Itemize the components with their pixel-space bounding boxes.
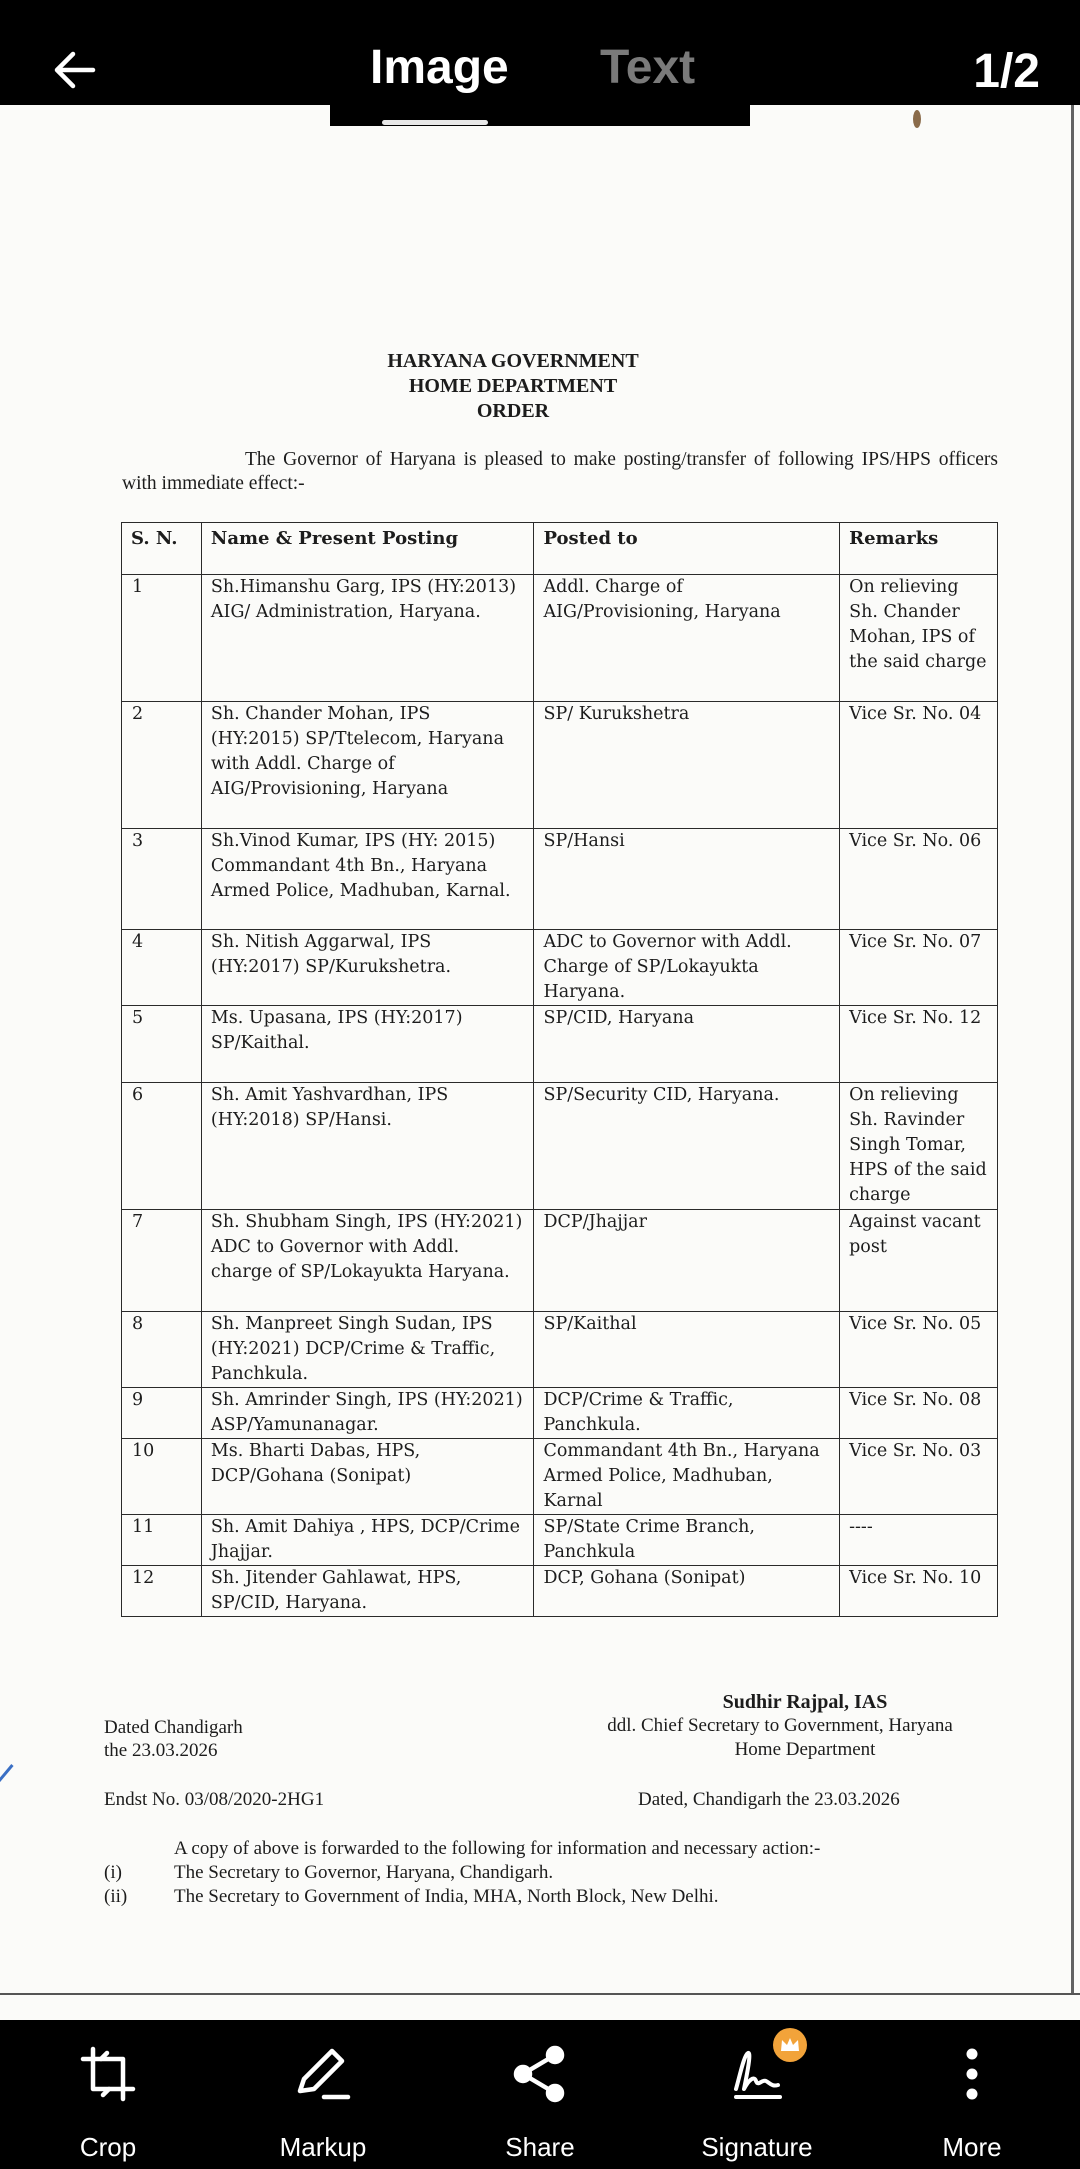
cell-posted-to: SP/ Kurukshetra — [534, 702, 840, 829]
cell-serial-number: 2 — [122, 702, 202, 829]
table-row — [122, 1388, 998, 1439]
crop-icon — [76, 2042, 140, 2106]
table-row — [122, 930, 998, 1006]
cell-name-posting: Sh. Amit Yashvardhan, IPS (HY:2018) SP/Hansi. — [201, 1083, 534, 1210]
signatory-designation: ddl. Chief Secretary to Government, Haryana — [607, 1715, 953, 1736]
cell-remarks: Vice Sr. No. 05 — [840, 1312, 998, 1388]
cell-remarks: Vice Sr. No. 12 — [840, 1006, 998, 1083]
column-header-name: Name & Present Posting — [201, 523, 534, 575]
premium-crown-icon — [773, 2028, 807, 2062]
signature-button[interactable] — [657, 2020, 857, 2169]
scan-speck — [913, 110, 921, 128]
pen-icon — [291, 2042, 355, 2106]
cell-serial-number: 6 — [122, 1083, 202, 1210]
signature-label: Signature — [701, 2132, 813, 2162]
crop-button[interactable] — [8, 2020, 208, 2169]
page-bottom-edge — [0, 1993, 1080, 1995]
cell-serial-number: 5 — [122, 1006, 202, 1083]
cell-remarks: Vice Sr. No. 03 — [840, 1439, 998, 1515]
endorsement-number: Endst No. 03/08/2020-2HG1 — [104, 1789, 325, 1810]
more-button[interactable] — [872, 2020, 1072, 2169]
cell-name-posting: Sh. Jitender Gahlawat, HPS, SP/CID, Haryana. — [201, 1566, 534, 1617]
markup-button[interactable] — [223, 2020, 423, 2169]
share-button[interactable] — [440, 2020, 640, 2169]
share-label: Share — [505, 2132, 575, 2162]
cell-remarks: Vice Sr. No. 04 — [840, 702, 998, 829]
crop-label: Crop — [79, 2132, 137, 2162]
table-row — [122, 1566, 998, 1617]
share-icon — [508, 2042, 572, 2106]
cell-name-posting: Sh. Amit Dahiya , HPS, DCP/Crime Jhajjar. — [201, 1515, 534, 1566]
copy-item-number: (ii) — [104, 1886, 128, 1907]
postings-table — [121, 522, 998, 1617]
page-counter: 1/2 — [973, 45, 1040, 98]
table-row — [122, 1083, 998, 1210]
cell-posted-to: DCP/Jhajjar — [534, 1210, 840, 1312]
cell-serial-number: 8 — [122, 1312, 202, 1388]
cell-remarks: Vice Sr. No. 08 — [840, 1388, 998, 1439]
cell-posted-to: SP/Kaithal — [534, 1312, 840, 1388]
cell-name-posting: Sh. Nitish Aggarwal, IPS (HY:2017) SP/Kurukshetra. — [201, 930, 534, 1006]
bottom-toolbar — [0, 2020, 1080, 2169]
cell-remarks: Vice Sr. No. 10 — [840, 1566, 998, 1617]
cell-serial-number: 3 — [122, 829, 202, 930]
cell-posted-to: SP/State Crime Branch, Panchkula — [534, 1515, 840, 1566]
copy-item-text: The Secretary to Government of India, MHA, North Block, New Delhi. — [174, 1886, 719, 1907]
cell-name-posting: Sh.Vinod Kumar, IPS (HY: 2015) Commandant 4th Bn., Haryana Armed Police, Madhuban, Karnal. — [201, 829, 534, 930]
document-image — [0, 105, 1080, 2020]
cell-name-posting: Sh. Manpreet Singh Sudan, IPS (HY:2021) DCP/Crime & Traffic, Panchkula. — [201, 1312, 534, 1388]
cell-name-posting: Sh. Chander Mohan, IPS (HY:2015) SP/Ttelecom, Haryana with Addl. Charge of AIG/Provisioning, Haryana — [201, 702, 534, 829]
cell-posted-to: Commandant 4th Bn., Haryana Armed Police, Madhuban, Karnal — [534, 1439, 840, 1515]
cell-serial-number: 11 — [122, 1515, 202, 1566]
heading-department: HOME DEPARTMENT — [408, 375, 618, 397]
markup-label: Markup — [279, 2132, 367, 2162]
tab-image[interactable]: Image — [370, 41, 509, 94]
table-row — [122, 1006, 998, 1083]
cell-serial-number: 7 — [122, 1210, 202, 1312]
back-button[interactable] — [44, 40, 104, 100]
table-row — [122, 1210, 998, 1312]
heading-government: HARYANA GOVERNMENT — [387, 350, 639, 372]
column-header-sn: S. N. — [122, 523, 202, 575]
cell-remarks: On relieving Sh. Chander Mohan, IPS of the said charge — [840, 575, 998, 702]
cell-serial-number: 1 — [122, 575, 202, 702]
cell-posted-to: Addl. Charge of AIG/Provisioning, Haryana — [534, 575, 840, 702]
table-row — [122, 575, 998, 702]
table-row — [122, 1439, 998, 1515]
cell-posted-to: DCP, Gohana (Sonipat) — [534, 1566, 840, 1617]
cell-remarks: Vice Sr. No. 06 — [840, 829, 998, 930]
table-row — [122, 1515, 998, 1566]
copy-forward-intro: A copy of above is forwarded to the following for information and necessary action:- — [174, 1838, 821, 1859]
cell-posted-to: SP/Hansi — [534, 829, 840, 930]
table-row — [122, 702, 998, 829]
cell-name-posting: Sh.Himanshu Garg, IPS (HY:2013) AIG/ Administration, Haryana. — [201, 575, 534, 702]
pen-mark — [0, 1764, 22, 1796]
table-row — [122, 1312, 998, 1388]
view-tabs — [330, 0, 750, 126]
order-intro: The Governor of Haryana is pleased to make posting/transfer of following IPS/HPS officers with immediate effect:- — [122, 449, 998, 494]
more-vertical-icon — [940, 2042, 1004, 2106]
arrow-left-icon — [51, 50, 97, 90]
cell-serial-number: 4 — [122, 930, 202, 1006]
column-header-posted: Posted to — [534, 523, 840, 575]
heading-order: ORDER — [476, 400, 550, 422]
active-tab-indicator — [382, 120, 488, 125]
cell-serial-number: 9 — [122, 1388, 202, 1439]
cell-name-posting: Sh. Amrinder Singh, IPS (HY:2021) ASP/Yamunanagar. — [201, 1388, 534, 1439]
cell-name-posting: Ms. Bharti Dabas, HPS, DCP/Gohana (Sonipat) — [201, 1439, 534, 1515]
tab-text[interactable]: Text — [600, 41, 696, 94]
cell-remarks: On relieving Sh. Ravinder Singh Tomar, HPS of the said charge — [840, 1083, 998, 1210]
more-label: More — [942, 2132, 1002, 2162]
endorsement-date: Dated, Chandigarh the 23.03.2026 — [638, 1789, 900, 1810]
column-header-remarks: Remarks — [840, 523, 998, 575]
dated-date: the 23.03.2026 — [104, 1740, 218, 1761]
signatory-name: Sudhir Rajpal, IAS — [722, 1691, 888, 1713]
cell-posted-to: SP/CID, Haryana — [534, 1006, 840, 1083]
page-edge — [1071, 105, 1074, 1995]
cell-posted-to: ADC to Governor with Addl. Charge of SP/Lokayukta Haryana. — [534, 930, 840, 1006]
cell-serial-number: 12 — [122, 1566, 202, 1617]
cell-name-posting: Sh. Shubham Singh, IPS (HY:2021) ADC to Governor with Addl. charge of SP/Lokayukta Haryana. — [201, 1210, 534, 1312]
cell-remarks: ---- — [840, 1515, 998, 1566]
copy-list-item — [104, 1862, 553, 1884]
cell-name-posting: Ms. Upasana, IPS (HY:2017) SP/Kaithal. — [201, 1006, 534, 1083]
cell-posted-to: DCP/Crime & Traffic, Panchkula. — [534, 1388, 840, 1439]
cell-posted-to: SP/Security CID, Haryana. — [534, 1083, 840, 1210]
copy-item-text: The Secretary to Governor, Haryana, Chandigarh. — [174, 1862, 554, 1883]
cell-remarks: Vice Sr. No. 07 — [840, 930, 998, 1006]
dated-place: Dated Chandigarh — [104, 1717, 243, 1738]
copy-item-number: (i) — [104, 1862, 122, 1883]
cell-serial-number: 10 — [122, 1439, 202, 1515]
copy-list-item — [104, 1886, 719, 1908]
table-row — [122, 829, 998, 930]
cell-remarks: Against vacant post — [840, 1210, 998, 1312]
table-header-row — [122, 523, 998, 575]
signatory-department: Home Department — [734, 1739, 876, 1760]
